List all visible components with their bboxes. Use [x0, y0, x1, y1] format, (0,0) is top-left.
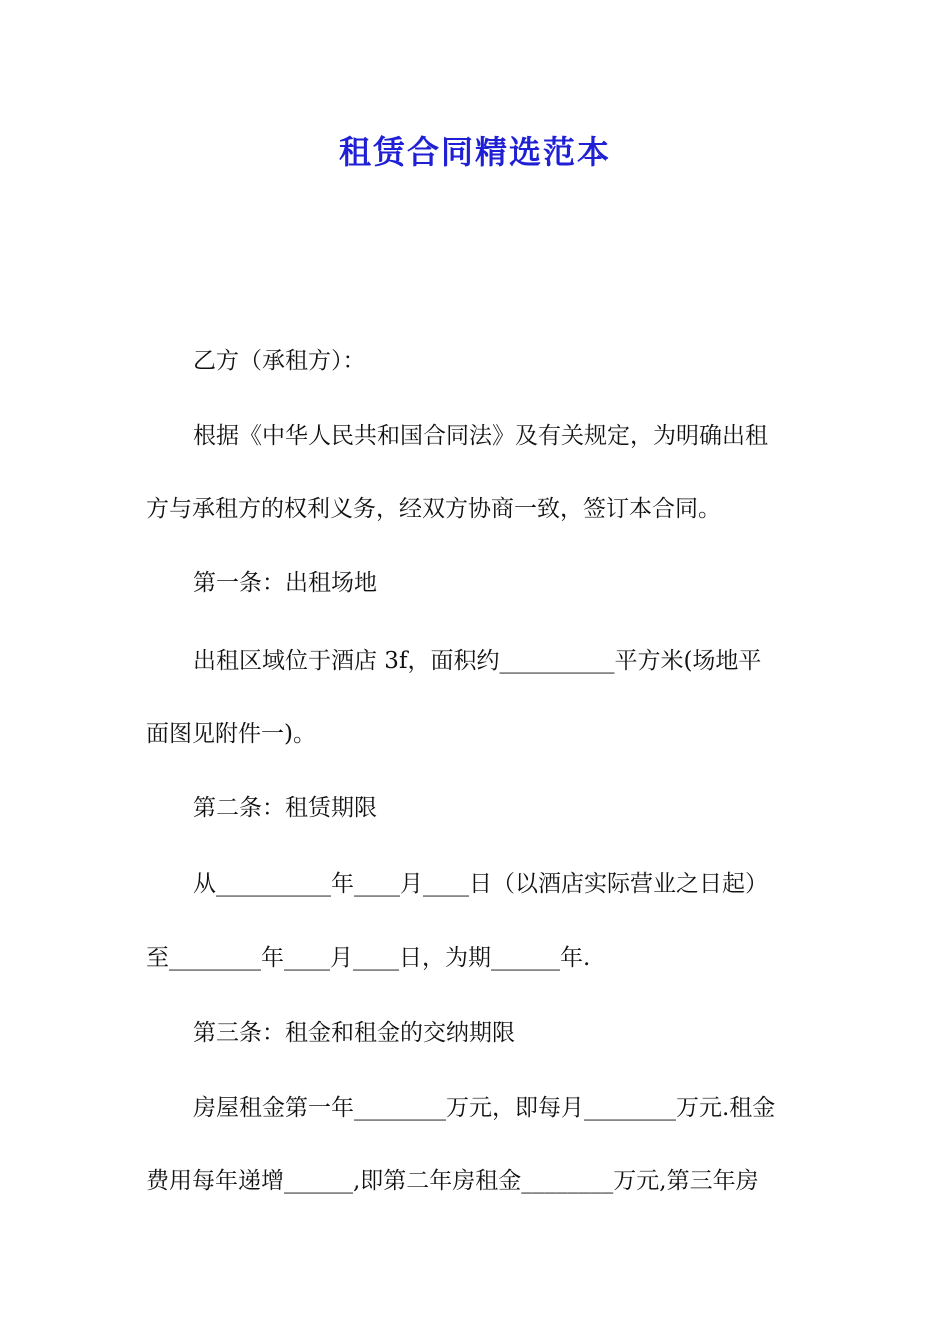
article-3-heading: 第三条：租金和租金的交纳期限 — [193, 1020, 515, 1046]
article-2-text-line-1: 从__________年____月____日（以酒店实际营业之日起） — [193, 871, 768, 897]
article-2-heading: 第二条：租赁期限 — [193, 795, 377, 821]
article-3-text-line-2: 费用每年递增______,即第二年房租金________万元,第三年房 — [146, 1168, 759, 1194]
party-b-line: 乙方（承租方）： — [193, 348, 366, 374]
intro-paragraph-line-2: 方与承租方的权利义务，经双方协商一致，签订本合同。 — [146, 496, 721, 522]
article-3-text-line-1: 房屋租金第一年________万元，即每月________万元.租金 — [193, 1095, 776, 1121]
article-2-text-line-2: 至________年____月____日，为期______年. — [146, 945, 591, 971]
intro-paragraph-line-1: 根据《中华人民共和国合同法》及有关规定，为明确出租 — [193, 423, 768, 449]
article-1-text-line-1: 出租区域位于酒店 3f，面积约__________平方米(场地平 — [193, 648, 762, 674]
article-1-text-line-2: 面图见附件一)。 — [146, 721, 316, 747]
document-title: 租赁合同精选范本 — [338, 133, 611, 171]
article-1-heading: 第一条：出租场地 — [193, 570, 377, 596]
